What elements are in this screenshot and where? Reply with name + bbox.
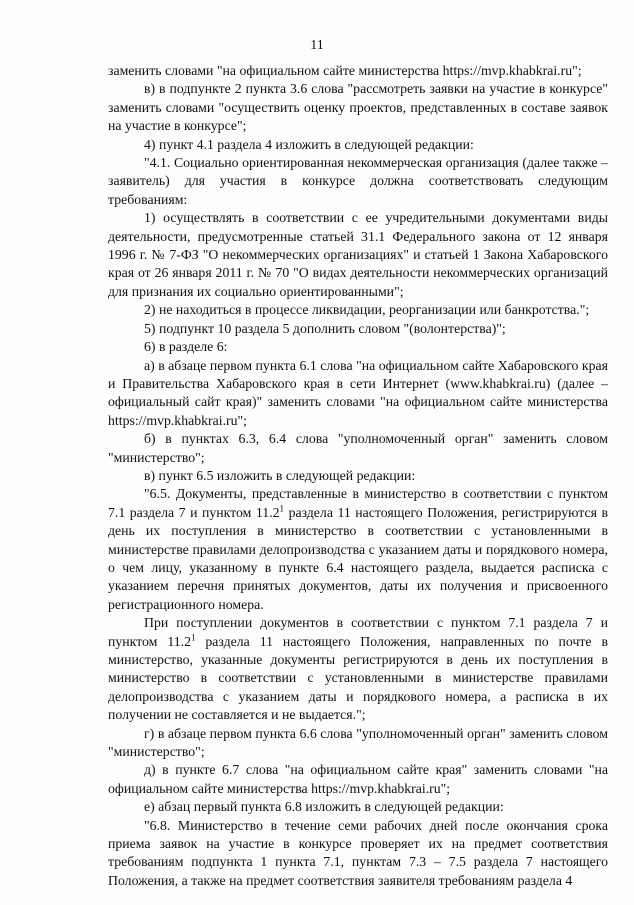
paragraph: 4) пункт 4.1 раздела 4 изложить в следующей редакции:	[144, 136, 474, 152]
paragraph: д) в пункте 6.7 слова "на официальном сайте края" заменить словами "на официальном сайте министерства https://mvp.khabkrai.ru";	[108, 762, 608, 796]
paragraph: При поступлении документов в соответствии с пунктом 7.1 раздела 7 и пунктом 11.2$^1$ раздела 11 настоящего Положения, направленных по почте в министерство, указанные документы регистрируются в день их поступления в министерство в соответствии с установленными в министерстве правилами делопроизводства с указанием даты и порядкового номера, а расписка в их получении не составляется и не выдается.";	[108, 615, 608, 723]
paragraph: е) абзац первый пункта 6.8 изложить в следующей редакции:	[144, 799, 504, 815]
paragraph: "4.1. Социально ориентированная некоммерческая организация (далее также – заявитель) для участия в конкурсе должна соответствовать следующим требованиям:	[108, 155, 608, 207]
paragraph: 6) в разделе 6:	[144, 339, 228, 355]
paragraph: в) пункт 6.5 изложить в следующей редакции:	[144, 467, 416, 483]
paragraph: 5) подпункт 10 раздела 5 дополнить словом "(волонтерства)";	[144, 320, 506, 336]
paragraph: 2) не находиться в процессе ликвидации, реорганизации или банкротства.";	[144, 302, 590, 318]
paragraph: 1) осуществлять в соответствии с ее учредительными документами виды деятельности, предусмотренные статьей 31.1 Федерального закона от 12 января 1996 г. № 7-ФЗ "О некоммерческих организациях" и статьей 1 Закона Хабаровского края от 26 января 2011 г. № 70 "О видах деятельности некоммерческих организаций для признания их социально ориентированными";	[108, 210, 608, 299]
paragraph: заменить словами "на официальном сайте министерства https://mvp.khabkrai.ru";	[108, 63, 582, 78]
paragraph: а) в абзаце первом пункта 6.1 слова "на официальном сайте Хабаровского края и Правительства Хабаровского края в сети Интернет (www.khabkrai.ru) (далее – официальный сайт края)" заменить словами "на официальном сайте министерства https://mvp.khabkrai.ru";	[108, 357, 608, 428]
paragraph: "6.5. Документы, представленные в министерство в соответствии с пунктом 7.1 раздела 7 и пунктом 11.2$^1$ раздела 11 настоящего Положения, регистрируются в день их поступления в министерство в соответствии с установленными в министерстве правилами делопроизводства с указанием даты и порядкового номера, о чем лицу, указанному в пункте 6.4 настоящего раздела, выдается расписка с указанием перечня принятых документов, даты их получения и присвоенного регистрационного номера.	[108, 486, 608, 612]
paragraph: б) в пунктах 6.3, 6.4 слова "уполномоченный орган" заменить словом "министерство";	[108, 431, 608, 465]
paragraph: г) в абзаце первом пункта 6.6 слова "уполномоченный орган" заменить словом "министерство";	[108, 725, 608, 760]
page-number: 11	[310, 38, 324, 53]
paragraph: "6.8. Министерство в течение семи рабочих дней после окончания срока приема заявок на участие в конкурсе проверяет их на предмет соответствия требованиям подпункта 1 пункта 7.1, пунктам 7.3 – 7.5 раздела 7 настоящего Положения, а также на предмет соответствия заявителя требованиям раздела 4	[108, 817, 608, 888]
document-body	[108, 62, 608, 890]
paragraph: в) в подпункте 2 пункта 3.6 слова "рассмотреть заявки на участие в конкурсе" заменить словами "осуществить оценку проектов, представленных в составе заявок на участие в конкурсе";	[108, 81, 608, 134]
